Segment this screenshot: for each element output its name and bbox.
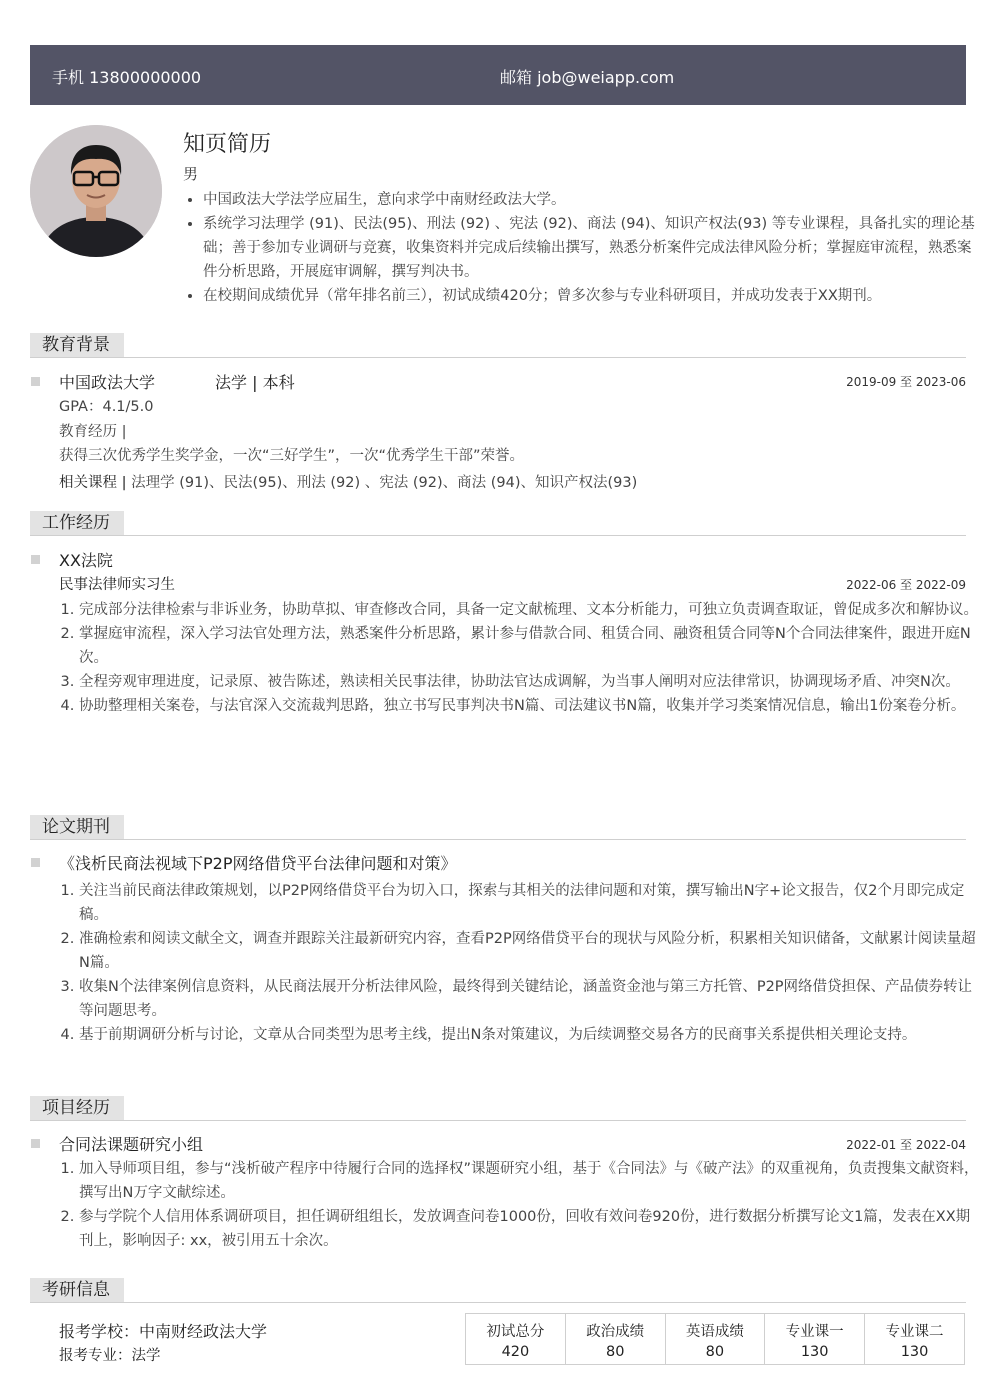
section-work-header <box>30 511 966 536</box>
section-title: 项目经历 <box>30 1096 124 1120</box>
work-items <box>59 598 982 718</box>
table-cell <box>665 1314 765 1365</box>
list-item: 1. 关注当前民商法律政策规划，以P2P网络借贷平台为切入口，探索与其相关的法律问题和对策，撰写输出N字+论文报告，仅2个月即完成定稿。 <box>79 879 982 927</box>
list-item: 2. 准确检索和阅读文献全文，调查并跟踪关注最新研究内容，查看P2P网络借贷平台的现状与风险分析，积累相关知识储备，文献累计阅读量超N篇。 <box>79 927 982 975</box>
phone-info <box>52 65 201 88</box>
gpa: GPA：4.1/5.0 <box>59 399 154 415</box>
table-cell <box>865 1314 965 1365</box>
list-item: 2. 参与学院个人信用体系调研项目，担任调研组组长，发放调查问卷1000份，回收有效问卷920份，进行数据分析撰写论文1篇，发表在XX期刊上，影响因子: xx，被引用五十余次。 <box>79 1205 982 1253</box>
section-education-header <box>30 333 966 358</box>
project-name: 合同法课题研究小组 <box>59 1135 204 1154</box>
score-header: 政治成绩 <box>586 1323 645 1340</box>
paper-items <box>59 879 982 1047</box>
score-header: 专业课一 <box>785 1323 844 1340</box>
courses-label: 相关课程 | <box>59 475 127 491</box>
score-value: 130 <box>800 1343 829 1360</box>
target-major: 报考专业：法学 <box>59 1348 161 1364</box>
phone-number: 13800000000 <box>89 68 202 87</box>
table-row <box>466 1314 965 1365</box>
summary-item: • 在校期间成绩优异（常年排名前三），初试成绩420分；曾多次参与专业科研项目，并成功发表于XX期刊。 <box>203 284 983 308</box>
company-name: XX法院 <box>59 551 113 570</box>
email-info <box>500 65 674 88</box>
table-cell <box>765 1314 865 1365</box>
summary-item: • 系统学习法理学 (91)、民法(95)、刑法 (92) 、宪法 (92)、商法 (94)、知识产权法(93) 等专业课程，具备扎实的理论基础；善于参加专业调研与竞赛，收集资料并完成后续输出撰写，熟悉分析案件完成法律风险分析；掌握庭审流程，熟悉案件分析思路，开展庭审调解，撰写判决书。 <box>203 212 983 284</box>
bullet-square-icon <box>31 1139 40 1148</box>
list-item: 3. 全程旁观审理进度，记录原、被告陈述，熟读相关民事法律，协助法官达成调解，为当事人阐明对应法律常识，协调现场矛盾、冲突N次。 <box>79 670 982 694</box>
section-title: 工作经历 <box>30 511 124 535</box>
list-item: 4. 协助整理相关案卷，与法官深入交流裁判思路，独立书写民事判决书N篇、司法建议书N篇，收集并学习类案情况信息，输出1份案卷分析。 <box>79 694 982 718</box>
section-title: 教育背景 <box>30 333 124 357</box>
work-date: 2022-06 至 2022-09 <box>846 578 966 592</box>
score-value: 130 <box>900 1343 929 1360</box>
summary-list <box>185 188 983 308</box>
list-item: 3. 收集N个法律案例信息资料，从民商法展开分析法律风险，最终得到关键结论，涵盖资金池与第三方托管、P2P网络借贷担保、产品债券转让等问题思考。 <box>79 975 982 1023</box>
project-date: 2022-01 至 2022-04 <box>846 1138 966 1152</box>
list-item: 1. 加入导师项目组，参与“浅析破产程序中待履行合同的选择权”课题研究小组，基于《合同法》与《破产法》的双重视角，负责搜集文献资料，撰写出N万字文献综述。 <box>79 1157 982 1205</box>
email-label: 邮箱 <box>500 68 533 87</box>
paper-name: 《浅析民商法视域下P2P网络借贷平台法律问题和对策》 <box>59 854 457 873</box>
school-major: 法学 | 本科 <box>215 373 295 392</box>
score-header: 初试总分 <box>486 1323 545 1340</box>
score-value: 80 <box>705 1343 725 1360</box>
education-experience: 获得三次优秀学生奖学金，一次“三好学生”，一次“优秀学生干部”荣誉。 <box>59 448 525 464</box>
avatar-photo <box>30 125 162 257</box>
work-role: 民事法律师实习生 <box>59 577 175 593</box>
gender: 男 <box>183 165 199 183</box>
table-cell <box>466 1314 566 1365</box>
summary-item: • 中国政法大学法学应届生，意向求学中南财经政法大学。 <box>203 188 983 212</box>
score-header: 专业课二 <box>885 1323 944 1340</box>
list-item: 4. 基于前期调研分析与讨论，文章从合同类型为思考主线，提出N条对策建议，为后续调整交易各方的民商事关系提供相关理论支持。 <box>79 1023 982 1047</box>
school-name: 中国政法大学 <box>59 373 156 392</box>
section-exam-header <box>30 1278 966 1303</box>
score-table <box>465 1313 965 1365</box>
project-items <box>59 1157 982 1253</box>
section-project-header <box>30 1096 966 1121</box>
target-school: 报考学校：中南财经政法大学 <box>59 1322 268 1341</box>
courses-list: 法理学 (91)、民法(95)、刑法 (92) 、宪法 (92)、商法 (94)、知识产权法(93) <box>131 475 638 491</box>
bullet-square-icon <box>31 377 40 386</box>
table-cell <box>565 1314 665 1365</box>
phone-label: 手机 <box>52 68 85 87</box>
resume-name: 知页简历 <box>183 132 272 157</box>
section-title: 论文期刊 <box>30 815 124 839</box>
courses-row <box>59 471 637 492</box>
section-paper-header <box>30 815 966 840</box>
section-title: 考研信息 <box>30 1278 124 1302</box>
list-item: 2. 掌握庭审流程，深入学习法官处理方法，熟悉案件分析思路，累计参与借款合同、租赁合同、融资租赁合同等N个合同法律案件，跟进开庭N次。 <box>79 622 982 670</box>
email-address: job@weiapp.com <box>537 68 675 87</box>
education-date: 2019-09 至 2023-06 <box>846 375 966 389</box>
bullet-square-icon <box>31 555 40 564</box>
score-value: 80 <box>605 1343 625 1360</box>
contact-bar <box>30 45 966 105</box>
bullet-square-icon <box>31 858 40 867</box>
list-item: 1. 完成部分法律检索与非诉业务，协助草拟、审查修改合同，具备一定文献梳理、文本分析能力，可独立负责调查取证，曾促成多次和解协议。 <box>79 598 982 622</box>
education-experience-label: 教育经历 | <box>59 424 127 440</box>
score-value: 420 <box>501 1343 530 1360</box>
score-header: 英语成绩 <box>685 1323 744 1340</box>
